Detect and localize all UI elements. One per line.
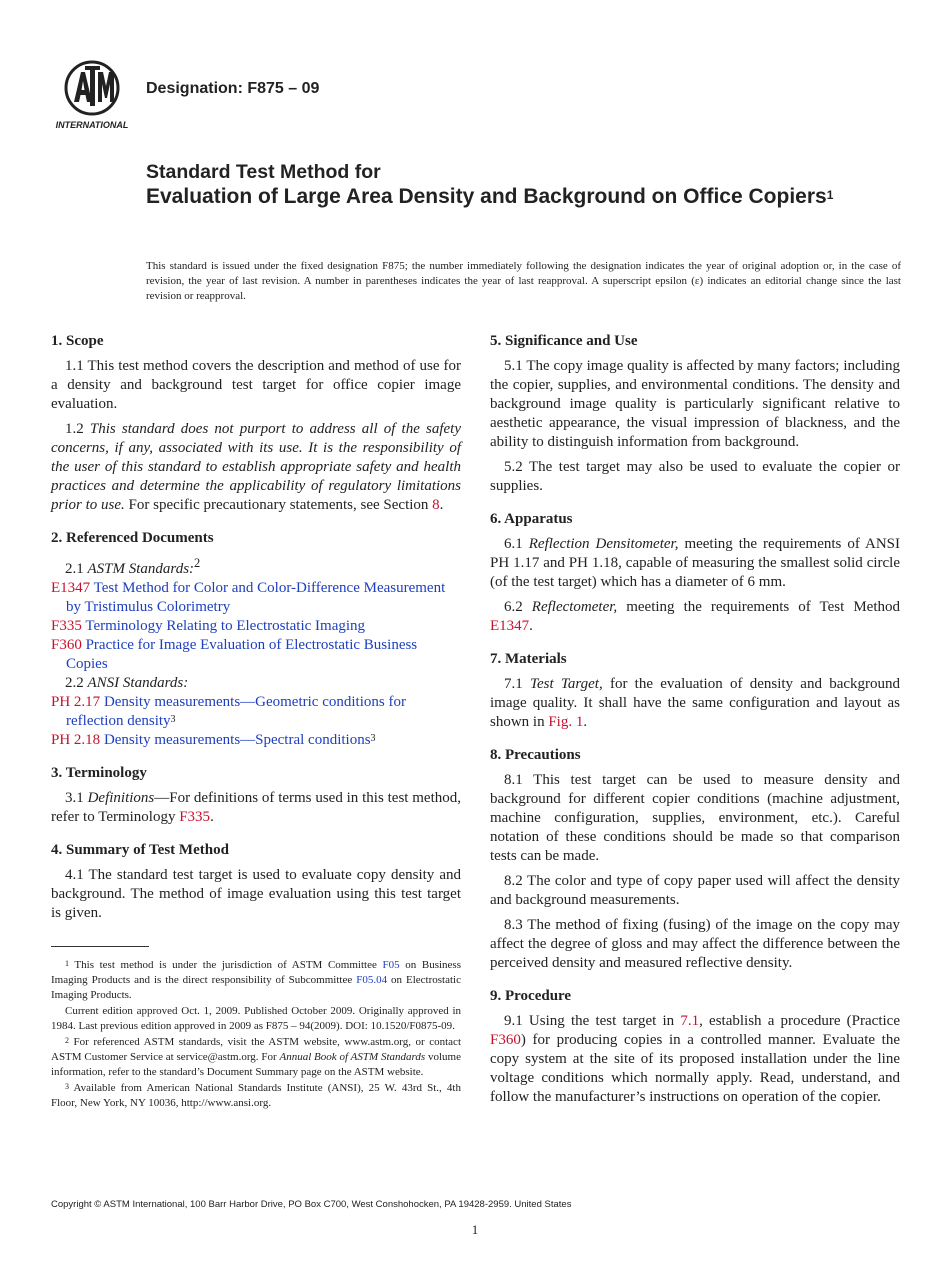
paragraph: 8.1 This test target can be used to measure density and background for different copier conditions (machine adjustment, machine configuration, supplies, environment, etc.). Careful notation of these conditions should be made so that comparison tests can be made. [490,772,900,864]
section-link[interactable]: 8 [432,497,440,513]
reference-title-link[interactable]: Terminology Relating to Electrostatic Imaging [81,618,366,634]
footnote-mark: 2 [65,1036,69,1045]
paragraph: 5.1 The copy image quality is affected by many factors; including the copier, supplies, and environmental conditions. The density and background image quality is particularly significant relative to aesthetic appearance, the visual impression of blackness, and the ability to distinguish information from background. [490,358,900,450]
standard-link[interactable]: F335 [179,809,211,825]
footnote-text: on Electrostatic Imaging Products. [51,974,461,1001]
footnote-italic: Annual Book of ASTM Standards [279,1051,426,1063]
paragraph-text: —For definitions of terms used in this test method, refer to Terminology [51,790,462,825]
reference-title-link[interactable]: Density measurements—Spectral conditions [100,732,371,748]
footnote-mark: 1 [65,959,69,968]
paragraph-number: 2.1 [65,561,88,577]
paragraph-number: 7.1 [504,676,530,692]
committee-link[interactable]: F05 [382,959,400,971]
section-scope [51,332,461,515]
subcommittee-link[interactable]: F05.04 [356,974,388,986]
copyright-notice: Copyright © ASTM International, 100 Barr Harbor Drive, PO Box C700, West Conshohocken, PA 19428-2959. United States [51,1199,572,1210]
paragraph: 4.1 The standard test target is used to evaluate copy density and background. The method of image evaluation using this test target is given. [51,867,461,921]
title-footnote-mark: 1 [826,188,834,202]
footnote-2 [51,1035,461,1080]
issue-note: This standard is issued under the fixed designation F875; the number immediately following the designation indicates the year of original adoption or, in the case of revision, the year of last revision. A number in parentheses indicates the year of last reapproval. A superscript epsilon (ε) indicates an editorial change since the last revision or reapproval. [146,260,901,302]
reference-item [51,731,461,750]
punctuation: . [439,497,444,513]
standard-link[interactable]: E1347 [490,618,530,634]
reference-title-link[interactable]: Test Method for Color and Color-Difference Measurement by Tristimulus Colorimetry [66,580,446,615]
title-line-2 [146,184,866,210]
standard-link[interactable]: F360 [490,1032,521,1048]
reference-item [51,636,461,674]
section-heading: 1. Scope [51,333,104,349]
footnote-divider [51,946,149,947]
reference-title-link[interactable]: Practice for Image Evaluation of Electrostatic Business Copies [66,637,418,672]
document-title [146,160,866,210]
title-line-1: Standard Test Method for [146,161,381,183]
section-materials [490,650,900,732]
section-heading: 9. Procedure [490,988,572,1004]
safety-statement: This standard does not purport to address all of the safety concerns, if any, associated with its use. It is the responsibility of the user of this standard to establish appropriate safety and health practices and determine the applicability of regulatory limitations prior to use. [51,421,462,513]
footnote-1 [51,958,461,1003]
paragraph [490,598,900,636]
subheading-label: ANSI Standards: [87,675,189,691]
paragraph-number: 6.1 [504,536,529,552]
paragraph: 8.2 The color and type of copy paper used will affect the density and background measurements. [490,873,900,908]
paragraph-number: 6.2 [504,599,532,615]
paragraph: 1.1 This test method covers the description and method of use for a density and background test target for office copier image evaluation. [51,358,461,412]
footnote-mark: 3 [170,714,176,725]
footnotes [51,958,461,1112]
section-heading: 5. Significance and Use [490,333,638,349]
footnote-edition: Current edition approved Oct. 1, 2009. Published October 2009. Originally approved in 1984. Last previous edition approved in 2009 as F875 – 94(2009). DOI: 10.1520/F0875-09. [51,1005,461,1032]
paragraph: 5.2 The test target may also be used to evaluate the copier or supplies. [490,459,900,494]
punctuation: . [529,618,533,634]
subheading-label: ASTM Standards: [87,561,195,577]
reference-code-link[interactable]: F360 [51,637,82,653]
reference-title-link[interactable]: Density measurements—Geometric conditions for reflection density [66,694,406,729]
reference-item [51,579,461,617]
term-label: Definitions [87,790,155,806]
logo-wordmark: INTERNATIONAL [55,120,129,130]
paragraph-number: 2.2 [65,675,88,691]
section-procedure [490,987,900,1107]
footnote-text: on Business Imaging Products and is the direct responsibility of Subcommittee [51,959,461,986]
section-heading: 3. Terminology [51,765,147,781]
punctuation: . [583,714,588,730]
paragraph [490,535,900,592]
paragraph-text: 9.1 Using the test target in [504,1013,681,1029]
section-link[interactable]: 7.1 [680,1013,700,1029]
paragraph [51,420,461,515]
right-column [490,332,900,1121]
footnote-text: volume information, refer to the standard’s Document Summary page on the ASTM website. [51,1051,461,1078]
section-summary [51,841,461,923]
term-label: Reflection Densitometer, [528,536,679,552]
reference-code-link[interactable]: PH 2.18 [51,732,101,748]
paragraph-text: meeting the requirements of Test Method [617,599,900,615]
footnote-text: For referenced ASTM standards, visit the ASTM website, www.astm.org, or contact ASTM Customer Service at service@astm.org. For [51,1036,461,1063]
page-number: 1 [471,1222,479,1237]
footnote-text: Available from American National Standards Institute (ANSI), 25 W. 43rd St., 4th Floor, New York, NY 10036, http://www.ansi.org. [51,1082,461,1109]
punctuation: . [210,809,214,825]
paragraph [490,1012,900,1107]
section-significance [490,332,900,496]
term-label: Test Target, [530,676,603,692]
reference-code-link[interactable]: E1347 [51,580,91,596]
reference-code-link[interactable]: F335 [51,618,82,634]
section-referenced-documents [51,529,461,750]
footnote-3 [51,1081,461,1111]
paragraph-text: meeting the requirements of ANSI PH 1.17 and PH 1.18, capable of measuring the smallest solid circle (of the test target) which has a diameter of 6 mm. [490,536,901,590]
section-heading: 8. Precautions [490,747,581,763]
subheading-ansi [51,674,461,693]
left-column [51,332,461,937]
section-apparatus [490,510,900,636]
reference-item [51,693,461,731]
footnote-mark: 3 [65,1082,69,1091]
astm-monogram-icon [74,66,114,106]
paragraph-text: ) for producing copies in a controlled manner. Evaluate the copy system at the site of its proposed installation under the line voltage conditions which normally apply. Read, understand, and follow the manufacturer’s instructions on operation of the copier. [490,1032,900,1105]
title-main: Evaluation of Large Area Density and Background on Office Copiers [146,185,827,208]
paragraph-text: , establish a procedure (Practice [699,1013,900,1029]
paragraph-number: 1.2 [65,421,90,437]
footnote-mark: 3 [370,733,376,744]
paragraph [490,675,900,732]
section-heading: 6. Apparatus [490,511,573,527]
section-heading: 4. Summary of Test Method [51,842,229,858]
section-terminology [51,764,461,827]
astm-logo [52,58,136,132]
figure-link[interactable]: Fig. 1 [548,714,584,730]
astm-reference-list [51,579,461,674]
footnote-mark: 2 [194,556,201,570]
reference-code-link[interactable]: PH 2.17 [51,694,101,710]
reference-item [51,617,461,636]
term-label: Reflectometer, [531,599,618,615]
paragraph-text: For specific precautionary statements, see Section [124,497,433,513]
section-heading: 7. Materials [490,651,567,667]
ansi-reference-list [51,693,461,750]
section-heading: 2. Referenced Documents [51,530,214,546]
paragraph [51,789,461,827]
subheading-astm [51,554,461,579]
paragraph-number: 3.1 [65,790,88,806]
footnote-text: This test method is under the jurisdiction of ASTM Committee [69,959,383,971]
paragraph-text: for the evaluation of density and background image quality. It shall have the same configuration and layout as shown in [490,676,901,730]
paragraph: 8.3 The method of fixing (fusing) of the image on the copy may affect the degree of gloss and may affect the difference between the perceived density and measured reflective density. [490,917,900,971]
designation: Designation: F875 – 09 [146,80,320,97]
section-precautions [490,746,900,973]
